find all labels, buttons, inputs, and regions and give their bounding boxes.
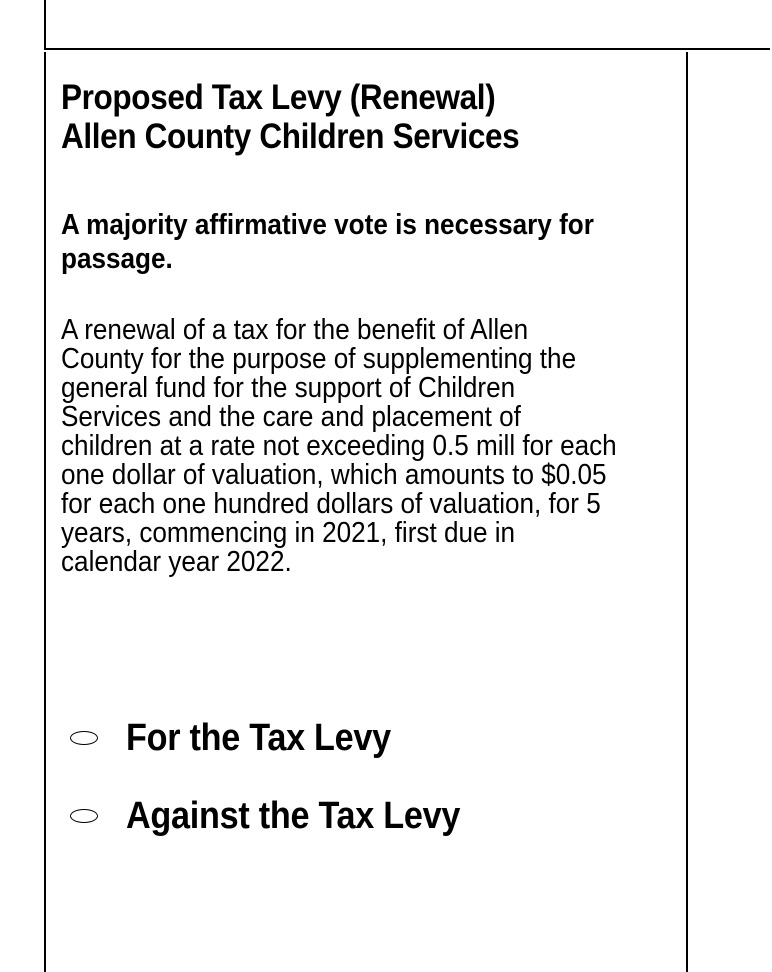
ballot-oval-icon[interactable]: [70, 809, 98, 823]
contest-subtitle-line: Allen County Children Services: [61, 117, 520, 156]
majority-vote-notice: [61, 208, 655, 276]
choice-for-tax-levy[interactable]: [70, 716, 420, 760]
choice-against-tax-levy[interactable]: [70, 794, 497, 838]
description-line: Services and the care and placement of: [61, 401, 521, 433]
contest-title: [61, 78, 610, 156]
majority-line: passage.: [61, 243, 173, 275]
choice-label-against: Against the Tax Levy: [126, 794, 461, 837]
previous-contest-box: [44, 0, 770, 50]
contest-title-line: Proposed Tax Levy (Renewal): [61, 78, 496, 117]
description-line: A renewal of a tax for the benefit of Allen: [61, 314, 529, 346]
description-line: for each one hundred dollars of valuation, for 5: [61, 488, 601, 520]
choice-label-for: For the Tax Levy: [126, 716, 391, 759]
majority-line: A majority affirmative vote is necessary for: [61, 209, 594, 241]
description-line: County for the purpose of supplementing the: [61, 343, 577, 375]
description-line: children at a rate not exceeding 0.5 mill for each: [61, 430, 617, 462]
ballot-oval-icon[interactable]: [70, 731, 98, 745]
description-line: general fund for the support of Children: [61, 372, 516, 404]
description-line: one dollar of valuation, which amounts to $0.05: [61, 459, 607, 491]
description-line: calendar year 2022.: [61, 546, 292, 578]
description-line: years, commencing in 2021, first due in: [61, 517, 516, 549]
levy-description: [61, 316, 673, 577]
tax-levy-contest: [44, 52, 688, 972]
